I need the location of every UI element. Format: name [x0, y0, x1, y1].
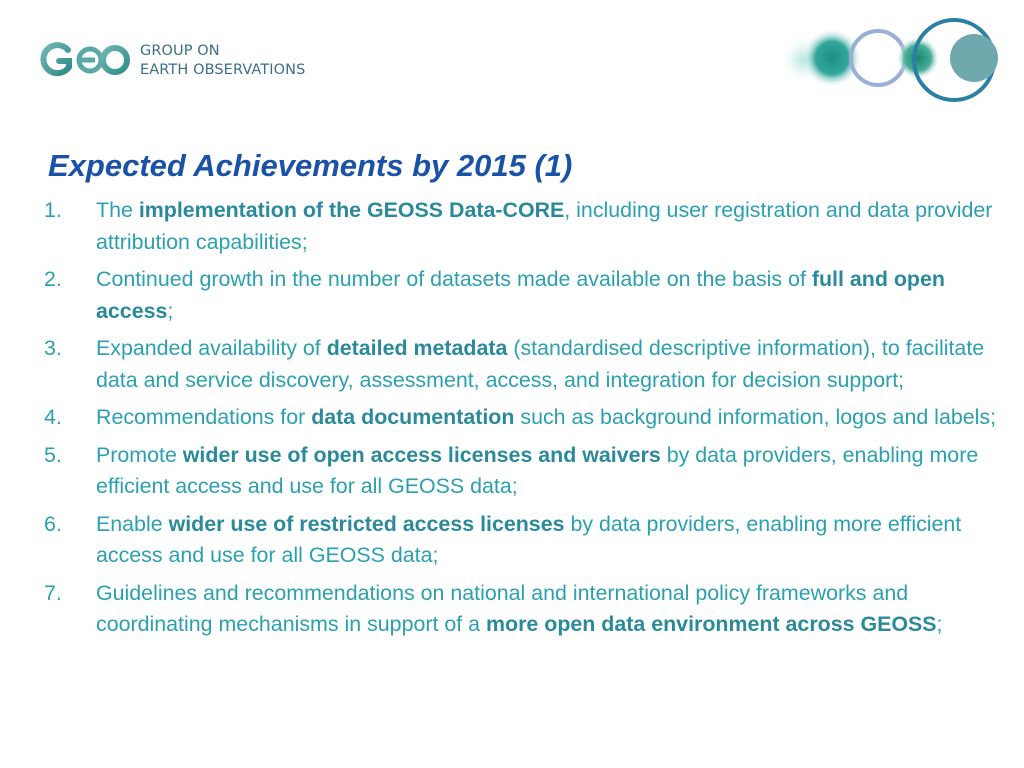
item-text: Recommendations for data documentation such as background information, logos and labels; [96, 405, 997, 429]
deco-circle-solid [950, 34, 998, 82]
item-text: Promote wider use of open access licenses and waivers by data providers, enabling more efficient access and use for all GEOSS data; [96, 442, 979, 498]
decorative-circles [776, 12, 1004, 106]
item-number: 6. [44, 511, 62, 536]
item-emphasis: data documentation [311, 405, 515, 429]
list-item [44, 264, 1019, 327]
item-emphasis: detailed metadata [326, 336, 508, 360]
item-emphasis: more open data environment across GEOSS [486, 612, 937, 636]
list-item [44, 440, 1019, 503]
item-text: Guidelines and recommendations on national and international policy frameworks and coordinating mechanisms in support of a more open data environment across GEOSS; [96, 580, 943, 636]
list-item [44, 333, 1019, 396]
list-item [44, 509, 1019, 572]
item-text: Enable wider use of restricted access licenses by data providers, enabling more efficient access and use for all GEOSS data; [96, 511, 962, 567]
achievements-list [44, 195, 1019, 647]
item-number: 1. [44, 198, 62, 222]
list-item [44, 402, 1019, 434]
item-number: 7. [44, 580, 62, 605]
item-text: The implementation of the GEOSS Data-CORE, including user registration and data provider attribution capabilities; [96, 198, 993, 254]
organization-name [140, 42, 305, 80]
list-item [44, 578, 1019, 641]
org-name-line1: GROUP ON [140, 43, 220, 59]
item-emphasis: implementation of the GEOSS Data-CORE [138, 198, 565, 222]
item-text: Continued growth in the number of datasets made available on the basis of full and open access; [96, 267, 945, 323]
slide-title: Expected Achievements by 2015 (1) [48, 148, 573, 183]
item-number: 2. [44, 267, 62, 291]
item-text: Expanded availability of detailed metadata (standardised descriptive information), to facilitate data and service discovery, assessment, access, and integration for decision support; [96, 336, 985, 392]
item-number: 3. [44, 336, 62, 360]
geo-logo [40, 40, 132, 80]
item-emphasis: wider use of open access licenses and waivers [182, 442, 661, 467]
item-number: 4. [44, 405, 62, 429]
list-item [44, 195, 1019, 258]
org-name-line2: EARTH OBSERVATIONS [140, 62, 306, 78]
item-emphasis: full and open access [96, 267, 945, 323]
item-emphasis: wider use of restricted access licenses [168, 511, 565, 536]
item-number: 5. [44, 442, 62, 467]
